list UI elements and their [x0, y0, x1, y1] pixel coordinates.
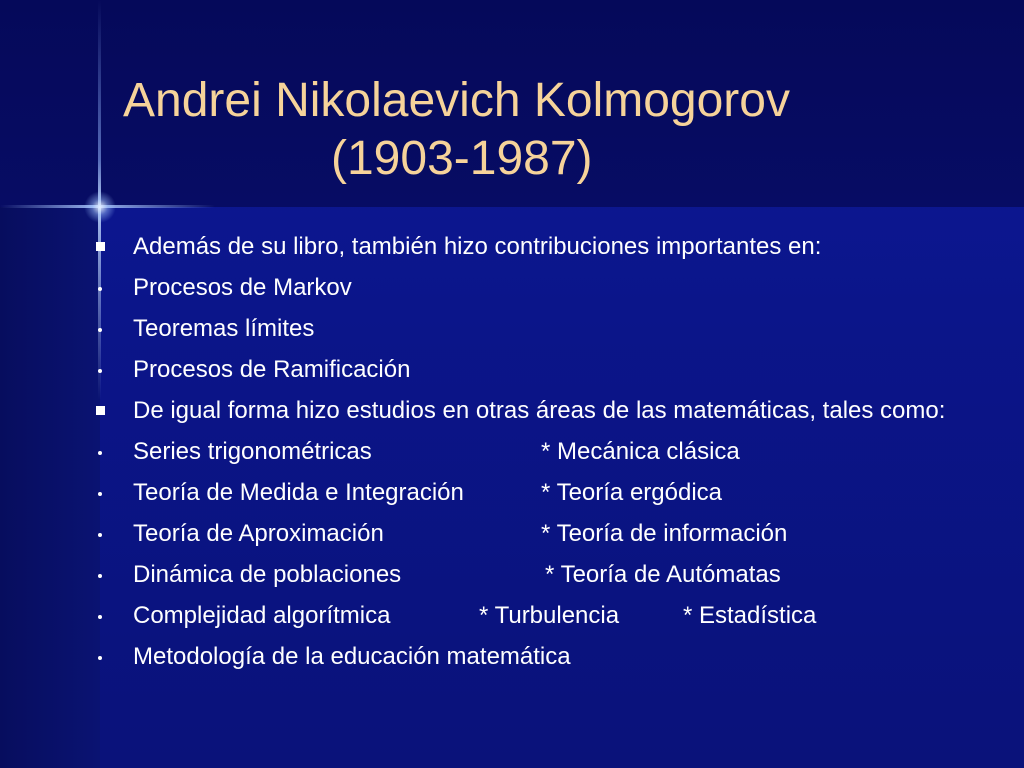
- area-right: * Teoría de Autómatas: [545, 561, 781, 588]
- bullet-item-contribution: [0, 273, 959, 302]
- bullet-item-area-row: [0, 642, 959, 671]
- area-row: [133, 560, 959, 589]
- dot-bullet-icon: [98, 287, 102, 291]
- dot-bullet-icon: [98, 615, 102, 619]
- area-row: [133, 478, 959, 507]
- light-flare-star-icon: [84, 191, 116, 223]
- bullet-item-contribution: [0, 355, 959, 384]
- bullet-item-area-row: [0, 601, 959, 630]
- areas-intro-text: De igual forma hizo estudios en otras áreas de las matemáticas, tales como:: [133, 397, 946, 424]
- bullet-item-area-row: [0, 519, 959, 548]
- square-bullet-icon: [96, 242, 105, 251]
- bullet-item-area-row: [0, 560, 959, 589]
- area-left: Dinámica de poblaciones: [133, 561, 402, 588]
- title-years: (1903-1987): [331, 132, 593, 185]
- dot-bullet-icon: [98, 328, 102, 332]
- dot-bullet-icon: [98, 369, 102, 373]
- title-name: Andrei Nikolaevich Kolmogorov: [123, 74, 790, 127]
- dot-bullet-icon: [98, 451, 102, 455]
- area-left: Teoría de Aproximación: [133, 520, 384, 547]
- area-row: [133, 437, 959, 466]
- contribution-text: Procesos de Ramificación: [133, 356, 411, 383]
- area-turbulence: * Turbulencia: [479, 602, 620, 629]
- contribution-text: Teoremas límites: [133, 315, 315, 342]
- intro-text: Además de su libro, también hizo contribuciones importantes en:: [133, 233, 822, 260]
- area-left: Teoría de Medida e Integración: [133, 479, 464, 506]
- bullet-item-contribution: [0, 314, 959, 343]
- square-bullet-icon: [96, 406, 105, 415]
- area-statistics: * Estadística: [683, 602, 817, 629]
- dot-bullet-icon: [98, 574, 102, 578]
- slide-body: [0, 232, 1024, 683]
- area-methodology: Metodología de la educación matemática: [133, 643, 571, 670]
- slide-title: [0, 72, 940, 188]
- bullet-item-areas-intro: [0, 396, 959, 425]
- bullet-item-area-row: [0, 478, 959, 507]
- area-right: * Teoría ergódica: [541, 479, 723, 506]
- area-row: [133, 601, 959, 630]
- area-right: * Mecánica clásica: [541, 438, 740, 465]
- area-row: [133, 519, 959, 548]
- area-right: * Teoría de información: [541, 520, 788, 547]
- dot-bullet-icon: [98, 492, 102, 496]
- contribution-text: Procesos de Markov: [133, 274, 352, 301]
- area-left: Series trigonométricas: [133, 438, 372, 465]
- dot-bullet-icon: [98, 656, 102, 660]
- area-complexity: Complejidad algorítmica: [133, 602, 391, 629]
- bullet-item-intro: [0, 232, 959, 261]
- dot-bullet-icon: [98, 533, 102, 537]
- bullet-item-area-row: [0, 437, 959, 466]
